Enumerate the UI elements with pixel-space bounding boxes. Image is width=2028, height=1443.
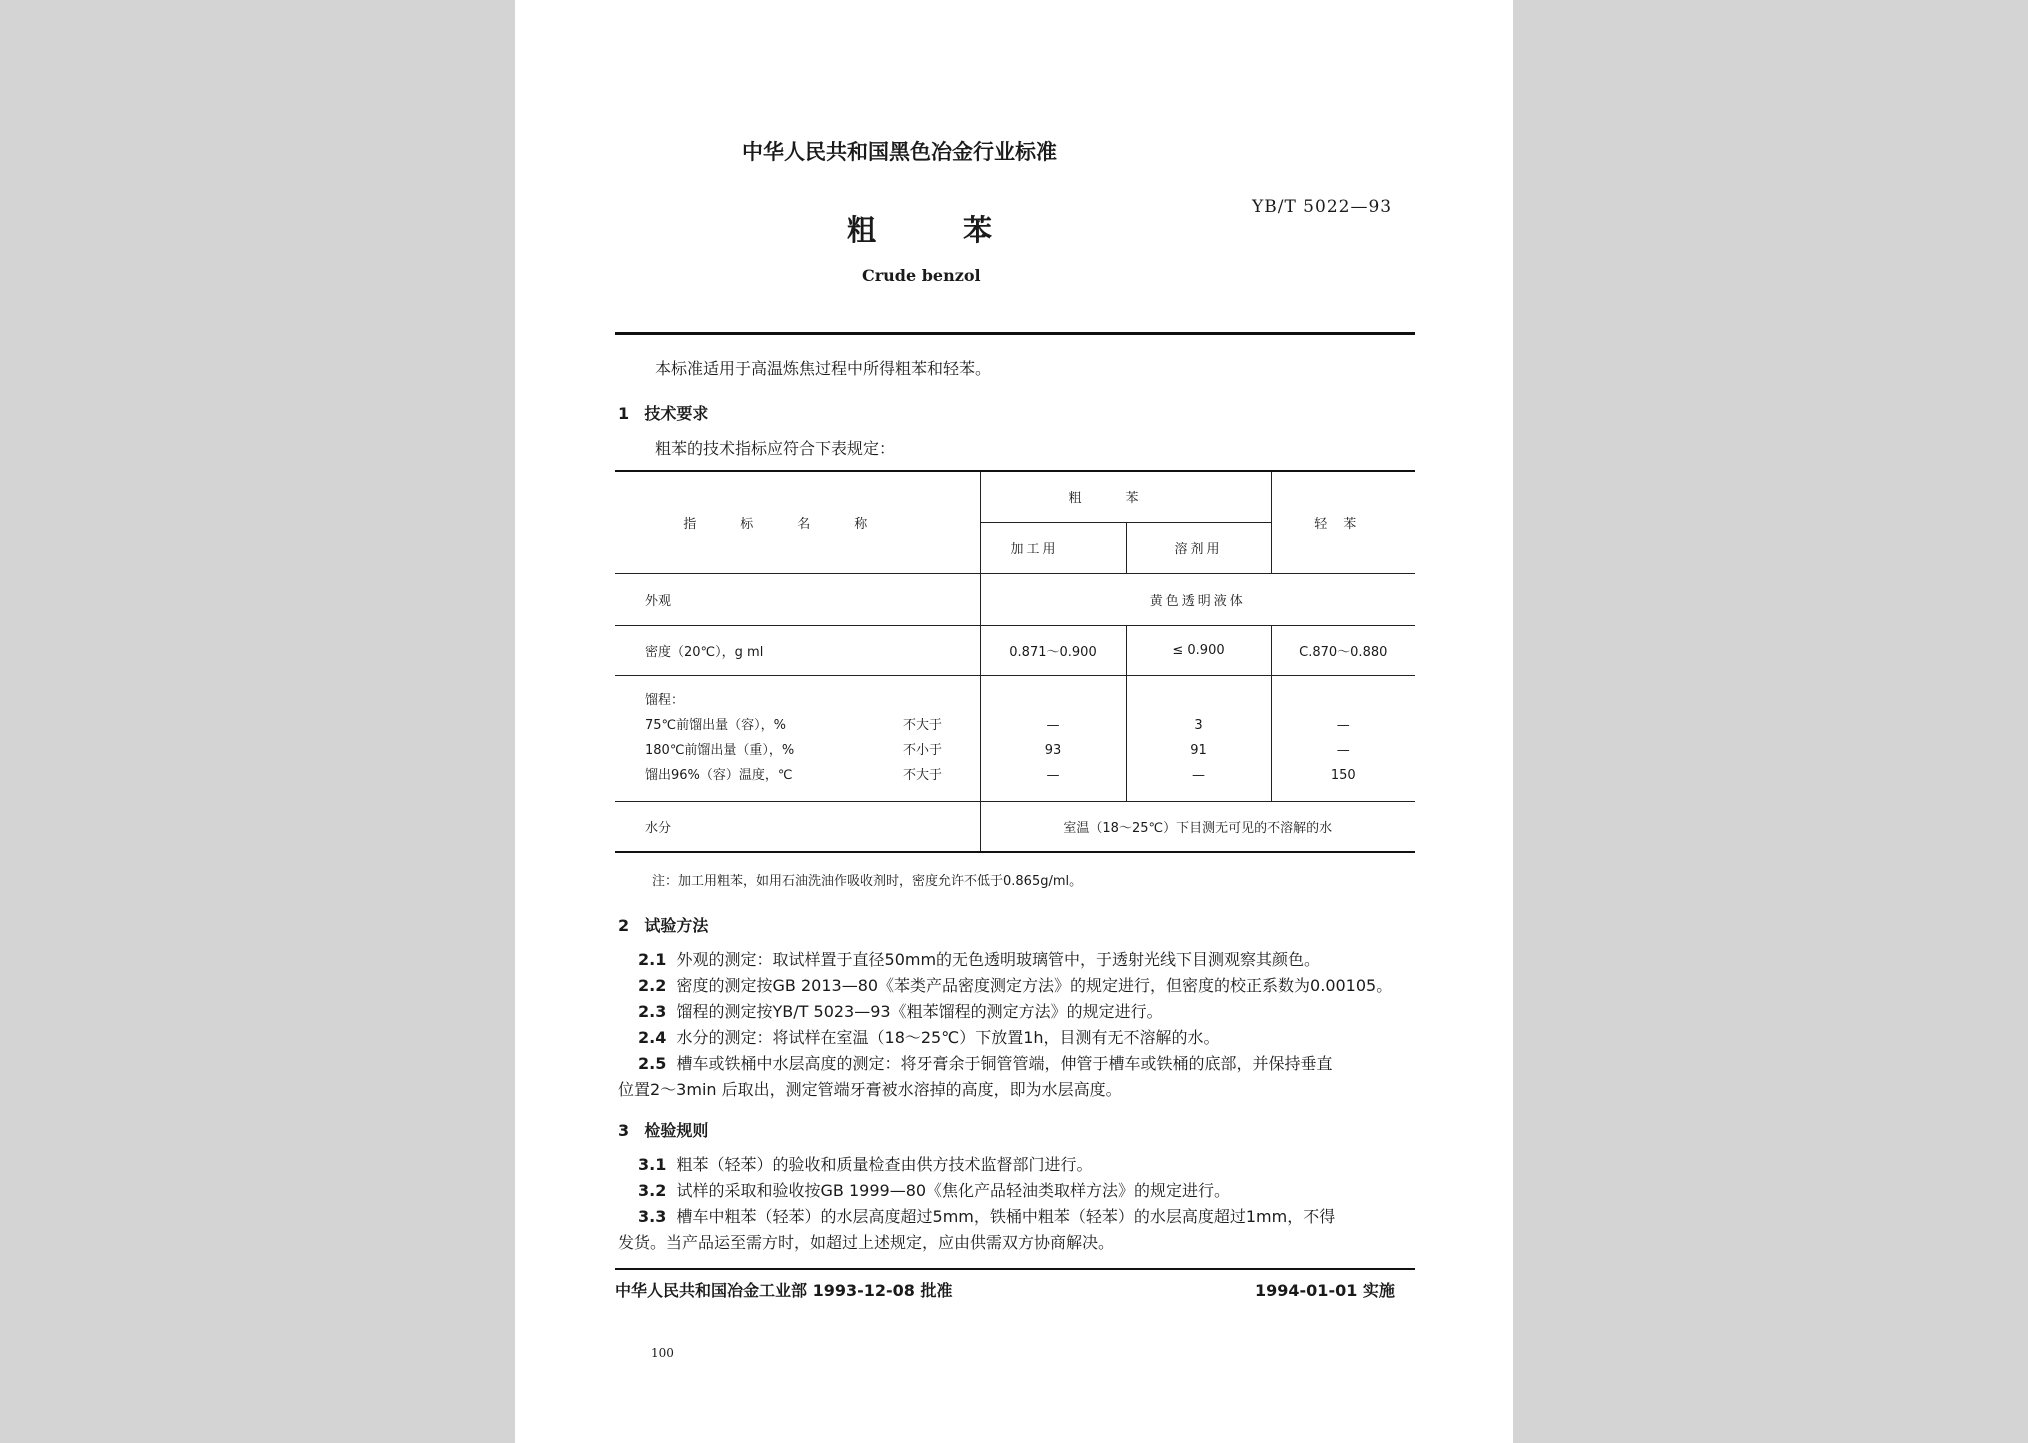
standard-code: YB/T 5022—93	[1252, 197, 1393, 217]
section2-item-continuation: 位置2～3min 后取出，测定管端牙膏被水溶掉的高度，即为水层高度。	[618, 1080, 1122, 1099]
row-appearance-label: 外观	[615, 573, 980, 625]
approval-text: 中华人民共和国冶金工业部 1993-12-08 批准	[615, 1281, 953, 1300]
effective-date: 1994-01-01 实施	[1255, 1281, 1395, 1300]
intro-text: 本标准适用于高温炼焦过程中所得粗苯和轻苯。	[655, 359, 992, 378]
section2-item: 2.3 馏程的测定按YB/T 5023—93《粗苯馏程的测定方法》的规定进行。	[638, 1002, 1163, 1021]
section3-item-continuation: 发货。当产品运至需方时，如超过上述规定，应由供需双方协商解决。	[618, 1233, 1115, 1252]
header-indicator: 指标名称	[615, 471, 980, 573]
table-note: 注：加工用粗苯，如用石油洗油作吸收剂时，密度允许不低于0.865g/ml。	[652, 874, 1083, 889]
document-title-en: Crude benzol	[862, 266, 981, 285]
row-distillation-processing: — 93 —	[980, 675, 1126, 801]
page-number: 100	[651, 1346, 674, 1360]
row-water-value: 室温（18～25℃）下目测无可见的不溶解的水	[980, 801, 1415, 852]
row-density-label: 密度（20℃），g ml	[615, 625, 980, 675]
row-appearance-value: 黄色透明液体	[980, 573, 1415, 625]
header-crude: 粗苯	[980, 471, 1271, 522]
distillation-title: 馏程：	[645, 692, 685, 708]
document-title: 粗 苯	[847, 213, 993, 247]
section3-item: 3.3 槽车中粗苯（轻苯）的水层高度超过5mm，铁桶中粗苯（轻苯）的水层高度超过1mm，不得	[638, 1207, 1336, 1226]
section2-item: 2.1 外观的测定：取试样置于直径50mm的无色透明玻璃管中，于透射光线下目测观察其颜色。	[638, 950, 1321, 969]
section3-heading: 3 检验规则	[618, 1121, 709, 1140]
section2-item: 2.5 槽车或铁桶中水层高度的测定：将牙膏余于铜管管端，伸管于槽车或铁桶的底部，并保持垂直	[638, 1054, 1333, 1073]
row-density-solvent: ≤ 0.900	[1126, 625, 1271, 675]
section2-heading: 2 试验方法	[618, 916, 709, 935]
header-light: 轻苯	[1271, 471, 1415, 573]
header-solvent: 溶剂用	[1126, 522, 1271, 573]
section1-number: 1	[618, 404, 630, 423]
distillation-item: 75℃前馏出量（容），% 不大于	[645, 717, 943, 733]
distillation-item: 180℃前馏出量（重），% 不小于	[645, 742, 943, 758]
spec-table	[615, 470, 1415, 853]
row-distillation-light: — — 150	[1271, 675, 1415, 801]
document-page	[515, 0, 1513, 1443]
row-density-light: C.870～0.880	[1271, 625, 1415, 675]
section2-item: 2.2 密度的测定按GB 2013—80《苯类产品密度测定方法》的规定进行，但密度的校正系数为0.00105。	[638, 976, 1393, 995]
row-water-label: 水分	[615, 801, 980, 852]
section3-item: 3.1 粗苯（轻苯）的验收和质量检查由供方技术监督部门进行。	[638, 1155, 1093, 1174]
section2-item: 2.4 水分的测定：将试样在室温（18～25℃）下放置1h，目测有无不溶解的水。	[638, 1028, 1220, 1047]
section1-heading	[618, 401, 708, 424]
row-distillation-solvent: 3 91 —	[1126, 675, 1271, 801]
section1-title: 技术要求	[644, 404, 709, 423]
row-density-processing: 0.871～0.900	[980, 625, 1126, 675]
section3-item: 3.2 试样的采取和验收按GB 1999—80《焦化产品轻油类取样方法》的规定进行。	[638, 1181, 1231, 1200]
section1-lead: 粗苯的技术指标应符合下表规定：	[655, 439, 896, 458]
header-rule	[615, 332, 1415, 335]
header-processing: 加工用	[980, 522, 1126, 573]
footer-rule	[615, 1268, 1415, 1270]
row-distillation-label	[615, 675, 980, 801]
standard-org: 中华人民共和国黑色冶金行业标准	[742, 140, 1057, 164]
distillation-item: 馏出96%（容）温度，℃ 不大于	[645, 767, 943, 783]
